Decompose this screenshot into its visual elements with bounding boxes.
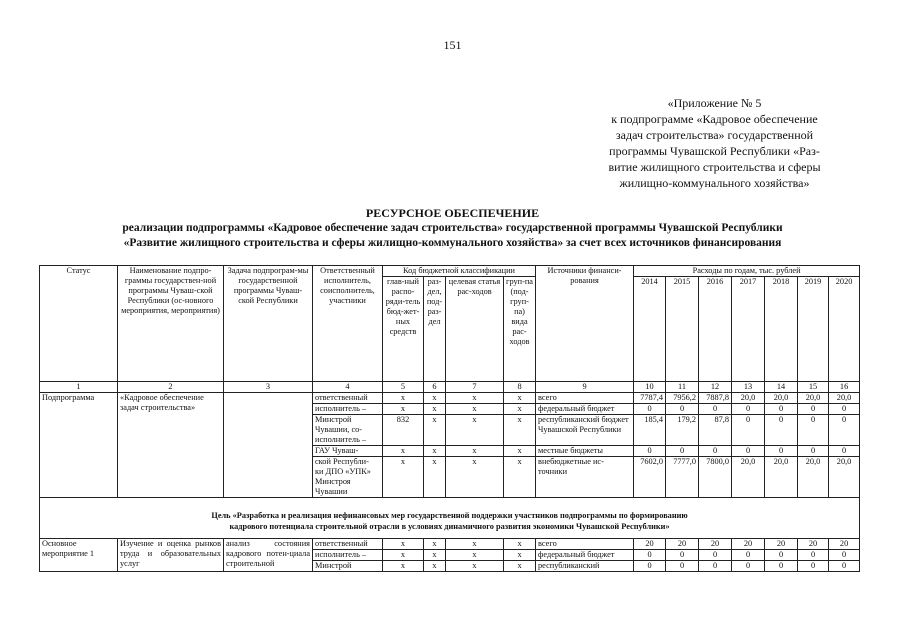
col-number: 9 [536,382,634,393]
header-bc-target: целевая статья рас-ходов [446,277,504,382]
value-cell: 20 [765,539,798,550]
code-cell: x [446,446,504,457]
col-number: 8 [504,382,536,393]
value-cell: 0 [829,561,860,572]
code-cell: x [383,446,424,457]
value-cell: 20 [732,539,765,550]
responsible-cell [313,457,383,498]
value-cell: 20,0 [829,393,860,404]
value-cell: 0 [634,404,666,415]
value-cell: 0 [666,446,699,457]
value-cell: 0 [732,404,765,415]
header-year: 2014 [634,277,666,382]
source-cell: всего [536,393,634,404]
value-cell: 20 [634,539,666,550]
header-bc-main: глав-ный распо-ряди-тель бюд-жет-ных средств [383,277,424,382]
value-cell: 0 [765,561,798,572]
resource-table [39,265,860,572]
value-cell: 0 [666,550,699,561]
responsible-cell [313,561,383,572]
value-cell: 0 [634,550,666,561]
value-cell: 0 [634,446,666,457]
value-cell: 0 [829,550,860,561]
col-number: 1 [40,382,118,393]
task-cell [224,393,313,498]
source-cell: федеральный бюджет [536,550,634,561]
responsible-line: исполнитель – [315,435,367,444]
header-bc-group: груп-па (под-груп-па) вида рас-ходов [504,277,536,382]
code-cell: x [504,415,536,446]
header-status: Статус [40,266,118,382]
responsible-line: Минстрой [315,415,352,424]
appendix-line: жилищно-коммунального хозяйства» [619,176,810,190]
header-sources: Источники финанси-рования [536,266,634,382]
header-year: 2015 [666,277,699,382]
responsible-line: исполнитель – [315,550,367,559]
code-cell: x [446,393,504,404]
value-cell: 0 [699,550,732,561]
document-subheading [0,221,905,251]
code-cell: x [383,404,424,415]
code-cell: x [424,539,446,550]
value-cell: 0 [829,446,860,457]
col-number: 6 [424,382,446,393]
goal-prefix: Цель [211,511,231,520]
value-cell: 0 [798,561,829,572]
responsible-cell [313,393,383,404]
responsible-line: исполнитель – [315,404,367,413]
code-cell: x [424,446,446,457]
appendix-line: витие жилищного строительства и сферы [608,160,821,174]
value-cell: 0 [765,446,798,457]
code-cell: x [504,404,536,415]
col-number: 16 [829,382,860,393]
responsible-line: ответственный [315,393,368,402]
value-cell: 87,8 [699,415,732,446]
responsible-cell [313,539,383,550]
appendix-line: «Приложение № 5 [667,96,762,110]
responsible-line: Минстрой [315,561,352,570]
value-cell: 179,2 [666,415,699,446]
source-cell: всего [536,539,634,550]
value-cell: 20 [798,539,829,550]
code-cell: x [504,446,536,457]
value-cell: 20,0 [798,457,829,498]
code-cell: x [424,393,446,404]
col-number: 11 [666,382,699,393]
col-number: 10 [634,382,666,393]
col-number: 4 [313,382,383,393]
source-cell: местные бюджеты [536,446,634,457]
value-cell: 0 [765,415,798,446]
code-cell: x [424,550,446,561]
header-name: Наименование подпро-граммы государствен-ной программы Чуваш-ской Республики (ос-новного мероприятия, мероприятия) [118,266,224,382]
responsible-cell [313,550,383,561]
value-cell: 0 [798,415,829,446]
value-cell: 20,0 [798,393,829,404]
value-cell: 0 [732,550,765,561]
code-cell: x [424,561,446,572]
code-cell: x [446,550,504,561]
value-cell: 20,0 [765,393,798,404]
value-cell: 0 [765,550,798,561]
value-cell: 0 [829,404,860,415]
value-cell: 0 [666,561,699,572]
value-cell: 20 [699,539,732,550]
source-cell: республиканский [536,561,634,572]
status-cell: Основное мероприятие 1 [40,539,118,572]
table-header-row [40,266,860,277]
header-year: 2017 [732,277,765,382]
value-cell: 0 [699,561,732,572]
value-cell: 0 [798,550,829,561]
status-cell: Подпрограмма [40,393,118,498]
appendix-line: программы Чувашской Республики «Раз- [609,144,820,158]
code-cell: x [383,457,424,498]
goal-row [40,498,860,539]
appendix-note [587,95,842,191]
value-cell: 0 [798,446,829,457]
value-cell: 0 [732,561,765,572]
document-heading: РЕСУРСНОЕ ОБЕСПЕЧЕНИЕ [365,206,540,220]
responsible-line: ской Республи- [315,457,369,466]
code-cell: x [446,539,504,550]
value-cell: 20,0 [732,457,765,498]
value-cell: 7787,4 [634,393,666,404]
task-cell: анализ состояния кадрового потен-циала строительной [224,539,313,572]
source-cell: федеральный бюджет [536,404,634,415]
goal-cell [40,498,860,539]
value-cell: 0 [732,446,765,457]
name-cell: Изучение и оценка рынков труда и образовательных услуг [118,539,224,572]
code-cell: x [383,550,424,561]
header-year: 2020 [829,277,860,382]
responsible-cell [313,446,383,457]
code-cell: 832 [383,415,424,446]
value-cell: 0 [699,446,732,457]
code-cell: x [446,457,504,498]
header-expenses: Расходы по годам, тыс. рублей [634,266,860,277]
appendix-line: задач строительства» государственной [615,128,814,142]
value-cell: 0 [798,404,829,415]
col-number: 3 [224,382,313,393]
appendix-line: к подпрограмме «Кадровое обеспечение [611,112,818,126]
subheading-line: реализации подпрограммы «Кадровое обеспечение задач строительства» государственной программы Чувашской Республики [122,222,783,234]
value-cell: 0 [732,415,765,446]
value-cell: 7956,2 [666,393,699,404]
header-bc-section: раз-дел, под-раз-дел [424,277,446,382]
goal-text: «Разработка и реализация нефинансовых мер государственной поддержки участников подпрограммы по формированию [232,511,688,520]
subheading-line: «Развитие жилищного строительства и сферы жилищно-коммунального хозяйства» за счет всех источников финансирования [123,237,782,249]
responsible-cell [313,404,383,415]
code-cell: x [424,415,446,446]
code-cell: x [446,561,504,572]
col-number: 7 [446,382,504,393]
value-cell: 20,0 [765,457,798,498]
value-cell: 0 [829,415,860,446]
responsible-line: ответственный [315,539,368,548]
value-cell: 20,0 [829,457,860,498]
col-number: 2 [118,382,224,393]
responsible-line: Чувашии, со- [315,425,363,434]
value-cell: 0 [765,404,798,415]
code-cell: x [383,393,424,404]
responsible-cell [313,415,383,446]
responsible-line: ки ДПО «УПК» [315,467,371,476]
responsible-line: ГАУ Чуваш- [315,446,359,455]
code-cell: x [424,404,446,415]
code-cell: x [446,404,504,415]
page-number: 151 [443,38,462,52]
goal-line [42,510,857,521]
goal-line: кадрового потенциала строительной отрасли в условиях динамичного развития экономики Чувашской Республики» [229,522,670,531]
name-cell: «Кадровое обеспечение задач строительства» [118,393,224,498]
header-budget-code: Код бюджетной классификации [383,266,536,277]
col-number: 14 [765,382,798,393]
value-cell: 0 [634,561,666,572]
source-cell: республиканский бюджет Чувашской Республики [536,415,634,446]
col-number: 5 [383,382,424,393]
header-responsible: Ответственный исполнитель, соисполнитель, участники [313,266,383,382]
code-cell: x [383,561,424,572]
value-cell: 20,0 [732,393,765,404]
value-cell: 20 [829,539,860,550]
col-number: 13 [732,382,765,393]
header-year: 2016 [699,277,732,382]
value-cell: 0 [666,404,699,415]
code-cell: x [383,539,424,550]
col-number: 12 [699,382,732,393]
col-number: 15 [798,382,829,393]
value-cell: 185,4 [634,415,666,446]
table-row [40,539,860,550]
value-cell: 20 [666,539,699,550]
header-task: Задача подпрограм-мы государственной программы Чуваш-ской Республики [224,266,313,382]
responsible-line: Минстроя [315,477,351,486]
code-cell: x [424,457,446,498]
code-cell: x [504,550,536,561]
value-cell: 0 [699,404,732,415]
code-cell: x [504,539,536,550]
code-cell: x [504,457,536,498]
value-cell: 7800,0 [699,457,732,498]
code-cell: x [504,561,536,572]
header-year: 2018 [765,277,798,382]
header-year: 2019 [798,277,829,382]
code-cell: x [446,415,504,446]
responsible-line: Чувашии [315,487,348,496]
value-cell: 7777,0 [666,457,699,498]
value-cell: 7887,8 [699,393,732,404]
value-cell: 7602,0 [634,457,666,498]
table-row [40,393,860,404]
column-number-row [40,382,860,393]
code-cell: x [504,393,536,404]
source-cell: внебюджетные ис-точники [536,457,634,498]
